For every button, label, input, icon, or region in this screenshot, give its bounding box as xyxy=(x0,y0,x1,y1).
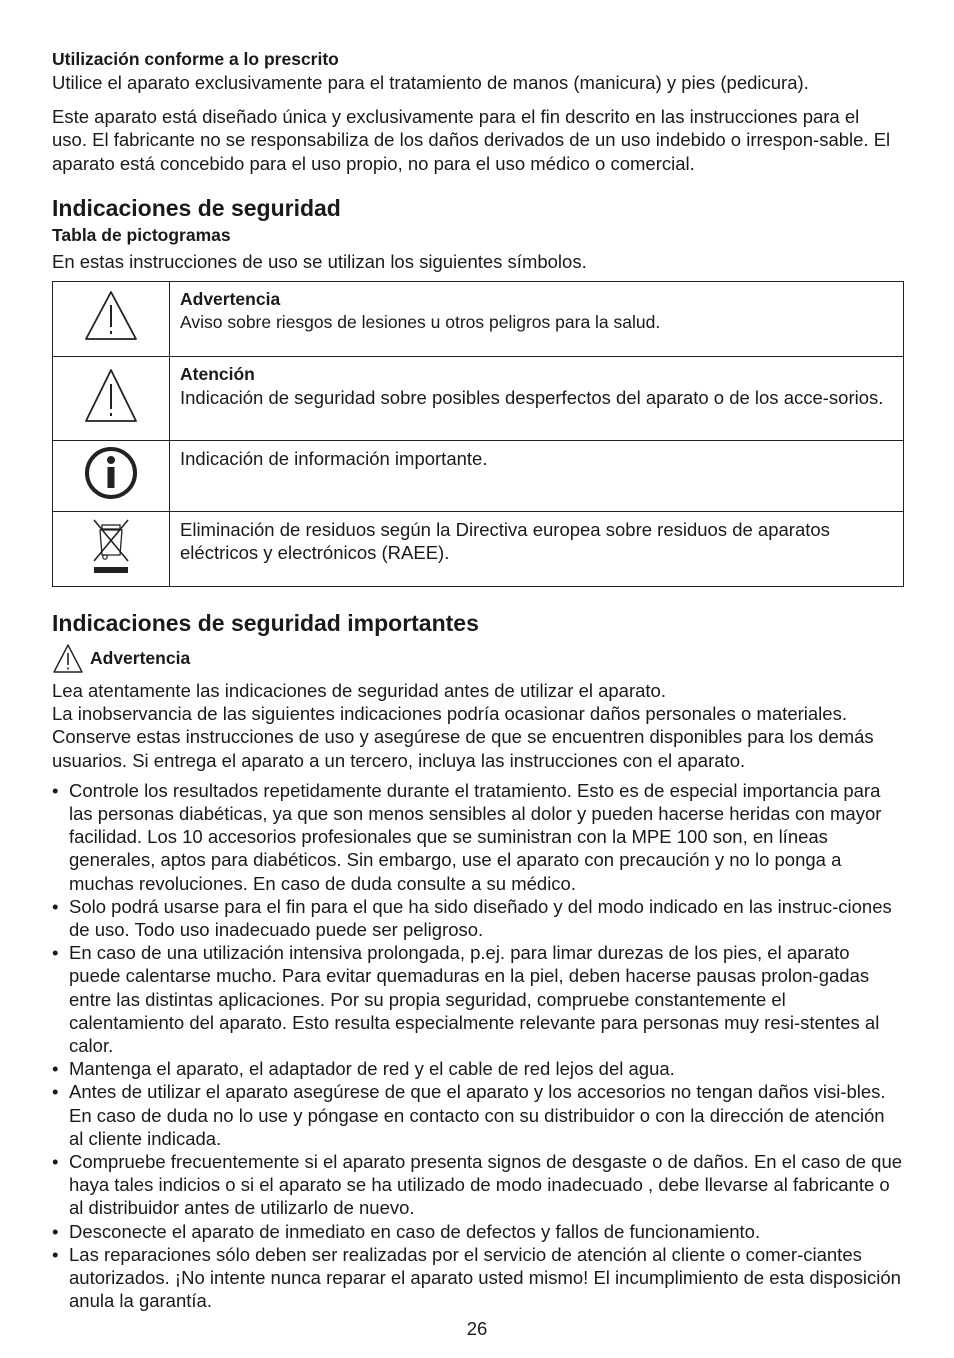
pictogram-table-heading: Tabla de pictogramas xyxy=(52,224,231,245)
list-item: • Mantenga el aparato, el adaptador de red y el cable de red lejos del agua. xyxy=(52,1057,904,1080)
list-item: • Controle los resultados repetidamente durante el tratamiento. Esto es de especial importancia para las personas diabéticas, ya que son menos sensibles al dolor y pueden hacerse heridas con mayor facilidad. Los 10 accesorios profesionales que se suministran con la MPE 100 son, en líneas generales, aptos para diabéticos. Sin embargo, use el aparato con precaución y no lo ponga a muchas revoluciones. En caso de duda consulte a su médico. xyxy=(52,779,904,895)
table-row xyxy=(53,441,904,512)
list-item: • Desconecte el aparato de inmediato en caso de defectos y fallos de funcionamiento. xyxy=(52,1220,904,1243)
table-row xyxy=(53,512,904,587)
table-row xyxy=(53,282,904,357)
intended-use-paragraph-1: Utilice el aparato exclusivamente para el tratamiento de manos (manicura) y pies (pedicura). xyxy=(52,72,809,93)
safety-heading: Indicaciones de seguridad xyxy=(52,194,341,221)
table-row-text: Eliminación de residuos según la Directiva europea sobre residuos de aparatos eléctricos y electrónicos (RAEE). xyxy=(180,519,830,564)
table-row xyxy=(53,357,904,441)
table-row-title: Advertencia xyxy=(180,289,281,310)
table-row-text: Indicación de seguridad sobre posibles desperfectos del aparato o de los acce-sorios. xyxy=(180,387,884,409)
warning-label: Advertencia xyxy=(90,648,191,669)
crossed-bin-icon xyxy=(91,517,131,575)
important-safety-heading: Indicaciones de seguridad importantes xyxy=(52,610,479,637)
list-item: • Antes de utilizar el aparato asegúrese de que el aparato y los accesorios no tengan daños visi-bles. En caso de duda no lo use y póngase en contacto con su distribuidor o con la dirección de atención al cliente indicada. xyxy=(52,1080,904,1150)
important-intro-line-3: Conserve estas instrucciones de uso y asegúrese de que se encuentren disponibles para los demás usuarios. Si entrega el aparato a un tercero, incluya las instrucciones con el aparato. xyxy=(52,726,874,771)
important-intro-line-1: Lea atentamente las indicaciones de seguridad antes de utilizar el aparato. xyxy=(52,680,666,702)
list-item: • En caso de una utilización intensiva prolongada, p.ej. para limar durezas de los pies, el aparato puede calentarse mucho. Para evitar quemaduras en la piel, deben hacerse pausas prolon-gadas entre las distintas aplicaciones. Por su propia seguridad, compruebe constantemente el calentamiento del aparato. Esto resulta especialmente relevante para personas muy resi-stentes al calor. xyxy=(52,941,904,1057)
page-number: 26 xyxy=(466,1318,488,1339)
list-item: • Las reparaciones sólo deben ser realizadas por el servicio de atención al cliente o comer-ciantes autorizados. ¡No intente nunca reparar el aparato usted mismo! El incumplimiento de esta disposición anula la garantía. xyxy=(52,1243,904,1313)
caution-triangle-icon xyxy=(83,367,139,425)
warning-triangle-icon xyxy=(83,289,139,343)
table-row-text: Aviso sobre riesgos de lesiones u otros peligros para la salud. xyxy=(180,312,661,333)
intended-use-heading: Utilización conforme a lo prescrito xyxy=(52,49,339,69)
pictogram-table-intro: En estas instrucciones de uso se utilizan los siguientes símbolos. xyxy=(52,250,587,272)
document-page xyxy=(52,48,904,1313)
list-item: • Compruebe frecuentemente si el aparato presenta signos de desgaste o de daños. En el caso de que haya tales indicios o si el aparato se ha utilizado de modo inadecuado , debe llevarse al fabricante o al distribuidor antes de utilizarlo de nuevo. xyxy=(52,1150,904,1220)
safety-bullet-list xyxy=(52,779,904,1313)
list-item: • Solo podrá usarse para el fin para el que ha sido diseñado y del modo indicado en las instruc-ciones de uso. Todo uso inadecuado puede ser peligroso. xyxy=(52,895,904,941)
warning-triangle-icon xyxy=(52,643,84,674)
pictogram-table xyxy=(52,281,904,587)
table-row-text: Indicación de información importante. xyxy=(180,448,488,470)
warning-label-line xyxy=(52,643,904,674)
intended-use-paragraph-2: Este aparato está diseñado única y exclusivamente para el fin descrito en las instrucciones para el uso. El fabricante no se responsabiliza de los daños derivados de un uso indebido o irrespon-sable. El aparato está concebido para el uso propio, no para el uso médico o comercial. xyxy=(52,106,891,174)
table-row-title: Atención xyxy=(180,364,255,385)
important-intro-line-2: La inobservancia de las siguientes indicaciones podría ocasionar daños personales o materiales. xyxy=(52,703,847,725)
info-icon xyxy=(83,445,139,501)
